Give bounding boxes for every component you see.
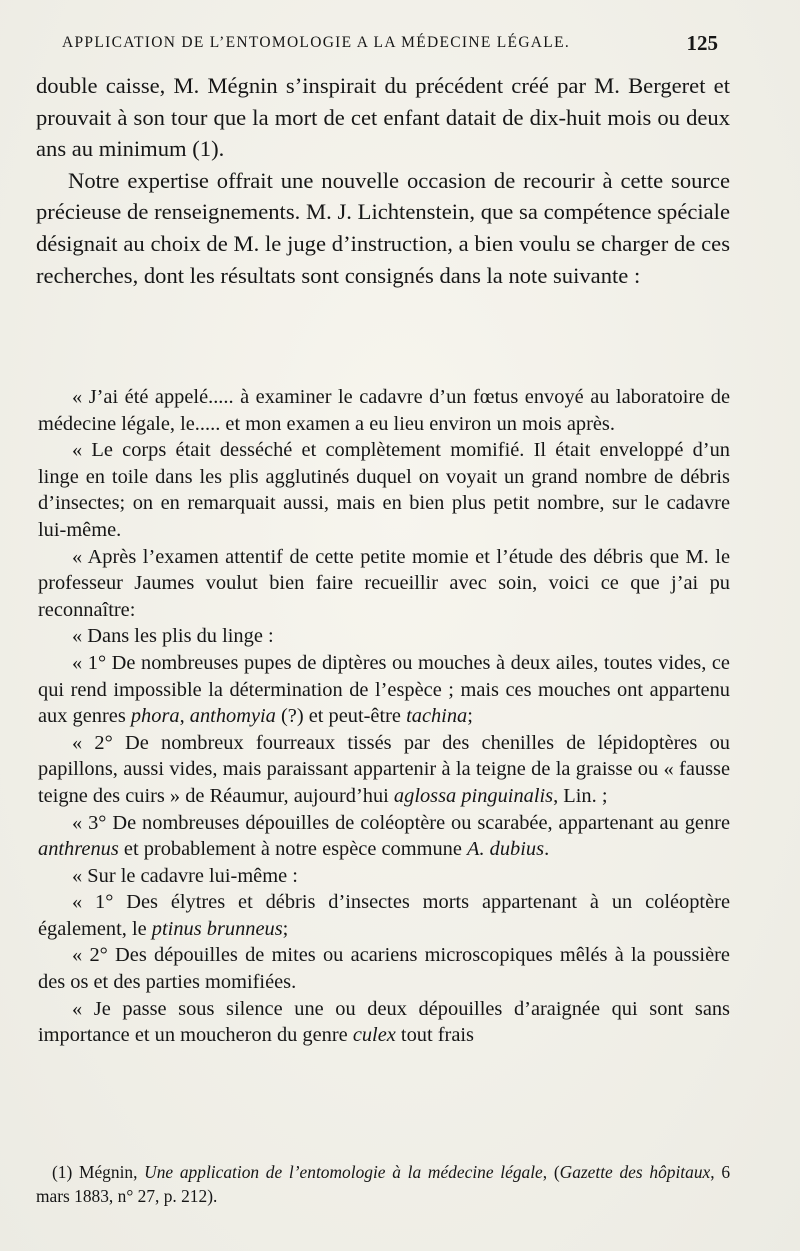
running-title: APPLICATION DE L’ENTOMOLOGIE A LA MÉDECINE LÉGALE. [62,34,571,51]
paragraph-expertise: Notre expertise offrait une nouvelle occasion de recourir à cette source précieuse de renseignements. M. J. Lichtenstein, que sa compétence spéciale désignait au choix de M. le juge d’instruction, a bien voulu se charger de ces recherches, dont les résultats sont consignés dans la note suivante : [36,167,730,288]
quoted-note [38,384,730,1049]
quote-paragraph-3: « Après l’examen attentif de cette petite momie et l’étude des débris que M. le professeur Jaumes voulut bien faire recueillir avec soin, voici ce que j’ai pu reconnaître: [38,545,730,621]
species-name: A. dubius [467,838,545,861]
text-run: tout frais [395,1024,474,1047]
genus-name: anthomyia [189,705,276,728]
footnote-text [36,1160,730,1208]
quote-item-lepidoptera [38,730,730,810]
text-run: « Je passe sous silence une ou deux dépouilles d’araignée qui sont sans importance et un moucheron du genre [38,997,730,1047]
species-name: ptinus brunneus [151,917,283,940]
quote-item-elytres [38,889,730,942]
quote-item-diptera [38,650,730,730]
quote-item-acariens: « 2° Des dépouilles de mites ou acariens microscopiques mêlés à la poussière des os et des parties momifiées. [38,944,730,994]
main-text [36,70,730,291]
genus-name: anthrenus [38,838,119,861]
species-name: aglossa pinguinalis [393,784,554,807]
text-run: « 1° Des élytres et débris d’insectes morts appartenant à un coléoptère également, le [38,891,730,940]
genus-name: culex [352,1024,396,1047]
text-run: , 6 mars 1883, n° 27, p. 212). [36,1162,731,1206]
journal-title: Gazette des hôpitaux [559,1162,711,1182]
text-run: « 3° De nombreuses dépouilles de coléoptère ou scarabée, appartenant au genre [72,811,730,834]
quote-subheading-cadavre: « Sur le cadavre lui-même : [72,864,298,887]
quote-subheading-linge: « Dans les plis du linge : [72,625,274,648]
text-run: , Lin. ; [553,784,608,807]
text-run: ; [467,705,473,728]
genus-name: phora [130,705,180,728]
text-run: « 2° De nombreux fourreaux tissés par des chenilles de lépidoptères ou papillons, aussi vides, mais paraissant appartenir à la teigne de la graisse ou « fausse teigne des cuirs » de Réaumur, aujourd’hui [38,731,730,807]
text-run: , [179,705,190,728]
paragraph-continuation: double caisse, M. Mégnin s’inspirait du précédent créé par M. Bergeret et prouvait à son tour que la mort de cet enfant datait de dix-huit mois ou deux ans au minimum (1). [36,73,730,162]
article-title: Une application de l’entomologie à la médecine légale [144,1162,543,1182]
text-run: ; [282,917,289,940]
page-number: 125 [686,31,718,55]
quote-paragraph-2: « Le corps était desséché et complètement momifié. Il était enveloppé d’un linge en toile dans les plis agglutinés duquel on voyait un grand nombre de débris d’insectes; on en remarquait aussi, mais en bien plus petit nombre, sur le cadavre lui-même. [38,439,730,541]
text-run: et probablement à notre espèce commune [118,838,468,861]
quote-item-coleoptera [38,810,730,863]
page-header [62,31,718,60]
text-run: « 1° De nombreuses pupes de diptères ou mouches à deux ailes, toutes vides, ce qui rend impossible la détermination de l’espèce ; mais ces mouches ont appartenu aux genres [38,651,730,728]
text-run: (?) et peut-être [275,705,407,728]
text-run: . [544,838,550,861]
quote-paragraph-1: « J’ai été appelé..... à examiner le cadavre d’un fœtus envoyé au laboratoire de médecine légale, le..... et mon examen a eu lieu environ un mois après. [38,386,730,435]
footnote [36,1160,730,1208]
genus-name: tachina [406,705,468,728]
text-run: (1) Mégnin, [52,1162,145,1182]
text-run: , ( [542,1162,560,1182]
quote-paragraph-final [38,996,730,1049]
